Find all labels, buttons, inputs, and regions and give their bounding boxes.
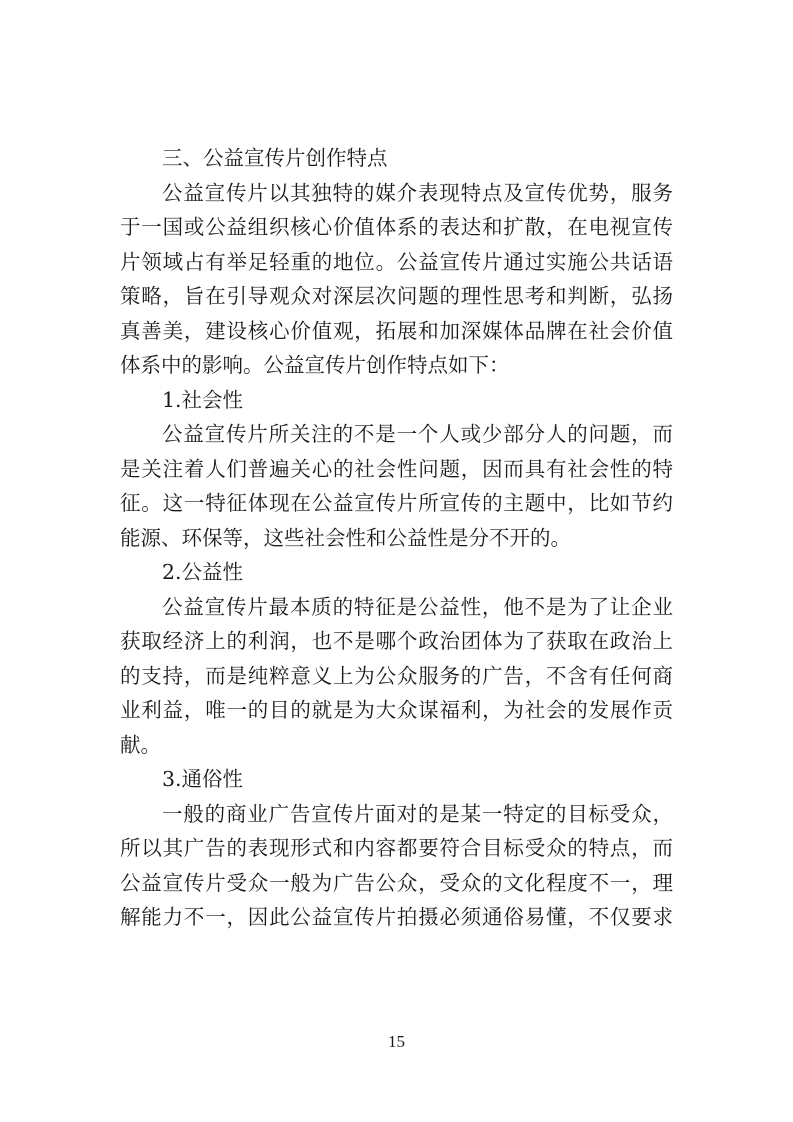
- paragraph-line: 征。这一特征体现在公益宣传片所宣传的主题中，比如节约: [120, 491, 673, 515]
- subsection-title: 3.通俗性: [162, 767, 244, 791]
- paragraph-line: 片领域占有举足轻重的地位。公益宣传片通过实施公共话语: [120, 249, 673, 274]
- paragraph-line: 的支持，而是纯粹意义上为公众服务的广告，不含有任何商: [120, 663, 673, 688]
- page-number: 15: [388, 1032, 405, 1051]
- paragraph-line: 公益宣传片最本质的特征是公益性，他不是为了让企业: [162, 594, 673, 619]
- paragraph-line: 能源、环保等，这些社会性和公益性是分不开的。: [120, 525, 571, 550]
- paragraph-line: 公益宣传片受众一般为广告公众，受众的文化程度不一，理: [120, 870, 673, 895]
- subsection-title: 2.公益性: [162, 560, 244, 584]
- paragraph-line: 于一国或公益组织核心价值体系的表达和扩散，在电视宣传: [120, 215, 673, 239]
- paragraph-line: 策略，旨在引导观众对深层次问题的理性思考和判断，弘扬: [120, 284, 673, 308]
- paragraph-line: 获取经济上的利润，也不是哪个政治团体为了获取在政治上: [120, 629, 673, 653]
- subsection-title: 1.社会性: [162, 387, 244, 412]
- paragraph-line: 业利益，唯一的目的就是为大众谋福利，为社会的发展作贡: [120, 698, 673, 722]
- paragraph-line: 献。: [120, 732, 161, 757]
- document-body: [120, 141, 673, 935]
- paragraph-line: 真善美，建设核心价值观，拓展和加深媒体品牌在社会价值: [120, 318, 673, 343]
- section-heading: 三、公益宣传片创作特点: [162, 146, 388, 170]
- paragraph-line: 是关注着人们普遍关心的社会性问题，因而具有社会性的特: [120, 456, 673, 481]
- paragraph-line: 一般的商业广告宣传片面对的是某一特定的目标受众，: [162, 801, 673, 826]
- paragraph-line: 解能力不一，因此公益宣传片拍摄必须通俗易懂，不仅要求: [120, 905, 673, 929]
- paragraph-line: 公益宣传片所关注的不是一个人或少部分人的问题，而: [162, 422, 673, 446]
- paragraph-line: 公益宣传片以其独特的媒介表现特点及宣传优势，服务: [162, 180, 673, 205]
- paragraph-line: 所以其广告的表现形式和内容都要符合目标受众的特点，而: [120, 836, 673, 860]
- paragraph-line: 体系中的影响。公益宣传片创作特点如下：: [120, 353, 510, 377]
